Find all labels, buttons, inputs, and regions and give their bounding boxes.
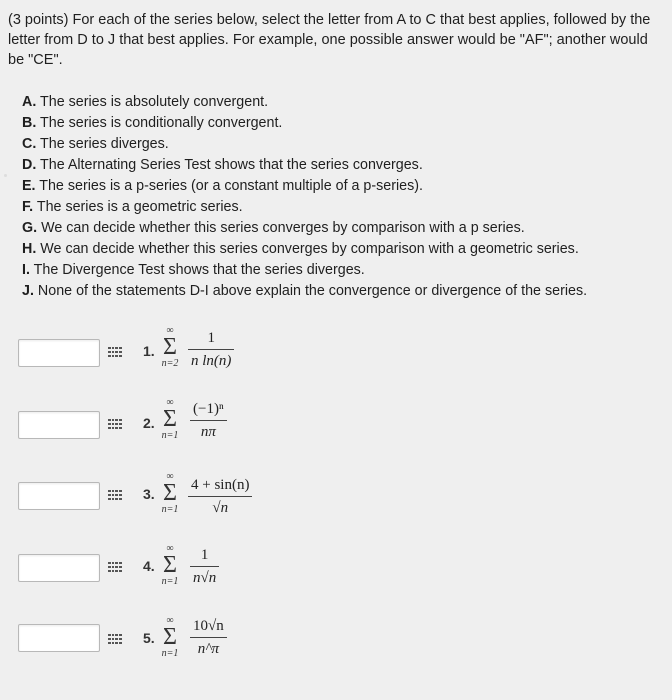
fraction-bar xyxy=(190,637,227,638)
option-f xyxy=(22,197,662,218)
option-letter: H. xyxy=(22,241,37,257)
term-numerator: 1 xyxy=(207,330,215,346)
option-letter: G. xyxy=(22,220,38,236)
option-letter: A. xyxy=(22,94,37,110)
fraction-bar xyxy=(188,496,252,497)
sigma-glyph: Σ xyxy=(163,480,177,506)
series-problem-2 xyxy=(0,394,672,464)
term-numerator: 10√n xyxy=(193,618,224,634)
sum-upper-limit: ∞ xyxy=(166,615,174,626)
answer-input-3[interactable] xyxy=(18,482,100,510)
answer-input-5[interactable] xyxy=(18,624,100,652)
fraction-bar xyxy=(188,349,234,350)
option-d xyxy=(22,155,662,176)
fraction-bar xyxy=(190,566,219,567)
term-denominator: n^π xyxy=(197,641,220,657)
question-prompt: (3 points) For each of the series below, select the letter from A to C that best applies, followed by the letter from D to J that best applies. For example, one possible answer would be "AF"; another would be "CE". xyxy=(8,12,651,68)
option-text: We can decide whether this series converges by comparison with a p series. xyxy=(41,220,525,236)
summation-symbol xyxy=(158,544,182,588)
option-i xyxy=(22,260,662,281)
sum-upper-limit: ∞ xyxy=(166,543,174,554)
sum-lower-limit: n=1 xyxy=(161,648,179,659)
option-b xyxy=(22,113,662,134)
series-problem-4 xyxy=(0,544,672,614)
answer-input-2[interactable] xyxy=(18,411,100,439)
sum-upper-limit: ∞ xyxy=(166,397,174,408)
keyboard-grid-icon[interactable] xyxy=(108,561,122,573)
option-h xyxy=(22,239,662,260)
option-letter: I. xyxy=(22,262,30,278)
sigma-glyph: Σ xyxy=(163,334,177,360)
sum-lower-limit: n=1 xyxy=(161,576,179,587)
option-letter: B. xyxy=(22,115,37,131)
problem-number: 3. xyxy=(143,486,155,502)
term-denominator: n ln(n) xyxy=(191,353,232,369)
series-term xyxy=(190,545,219,588)
keyboard-grid-icon[interactable] xyxy=(108,489,122,501)
option-letter: D. xyxy=(22,157,37,173)
sigma-glyph: Σ xyxy=(163,552,177,578)
summation-symbol xyxy=(158,398,182,442)
option-text: The Alternating Series Test shows that the series converges. xyxy=(40,157,423,173)
option-text: The series is absolutely convergent. xyxy=(40,94,269,110)
option-a xyxy=(22,92,662,113)
summation-symbol xyxy=(158,616,182,660)
option-letter: F. xyxy=(22,199,34,215)
series-term xyxy=(188,475,252,518)
option-j xyxy=(22,281,662,302)
term-numerator: 4 + sin(n) xyxy=(191,477,250,493)
problem-number: 2. xyxy=(143,415,155,431)
term-denominator: nπ xyxy=(200,424,216,440)
option-text: We can decide whether this series converges by comparison with a geometric series. xyxy=(40,241,579,257)
option-text: None of the statements D-I above explain the convergence or divergence of the series. xyxy=(37,283,588,299)
summation-symbol xyxy=(158,326,182,370)
decorative-dot xyxy=(4,174,7,177)
term-numerator: (−1)ⁿ xyxy=(193,401,224,417)
answer-input-1[interactable] xyxy=(18,339,100,367)
option-letter: E. xyxy=(22,178,36,194)
sigma-glyph: Σ xyxy=(163,406,177,432)
sigma-glyph: Σ xyxy=(163,624,177,650)
problem-number: 4. xyxy=(143,558,155,574)
sum-lower-limit: n=1 xyxy=(161,430,179,441)
option-text: The series is a geometric series. xyxy=(36,199,243,215)
series-problem-3 xyxy=(0,472,672,542)
series-term xyxy=(190,399,227,442)
option-text: The series is conditionally convergent. xyxy=(40,115,283,131)
series-problem-5 xyxy=(0,614,672,684)
answer-input-4[interactable] xyxy=(18,554,100,582)
term-numerator: 1 xyxy=(200,547,209,563)
option-text: The series diverges. xyxy=(40,136,169,152)
option-letter: J. xyxy=(22,283,34,299)
keyboard-grid-icon[interactable] xyxy=(108,346,122,358)
option-letter: C. xyxy=(22,136,37,152)
series-term xyxy=(190,616,227,659)
option-c xyxy=(22,134,662,155)
answer-options-list xyxy=(22,92,662,302)
sum-upper-limit: ∞ xyxy=(166,325,174,336)
sum-upper-limit: ∞ xyxy=(166,471,174,482)
option-e xyxy=(22,176,662,197)
option-g xyxy=(22,218,662,239)
keyboard-grid-icon[interactable] xyxy=(108,633,122,645)
sum-lower-limit: n=1 xyxy=(161,504,179,515)
problem-number: 1. xyxy=(143,343,155,359)
option-text: The series is a p-series (or a constant multiple of a p-series). xyxy=(39,178,424,194)
sum-lower-limit: n=2 xyxy=(161,358,179,369)
fraction-bar xyxy=(190,420,227,421)
term-denominator: √n xyxy=(212,500,229,516)
series-term xyxy=(188,328,234,371)
option-text: The Divergence Test shows that the series diverges. xyxy=(33,262,365,278)
summation-symbol xyxy=(158,472,182,516)
problem-number: 5. xyxy=(143,630,155,646)
term-denominator: n√n xyxy=(193,570,217,586)
keyboard-grid-icon[interactable] xyxy=(108,418,122,430)
series-problem-1 xyxy=(0,322,672,392)
